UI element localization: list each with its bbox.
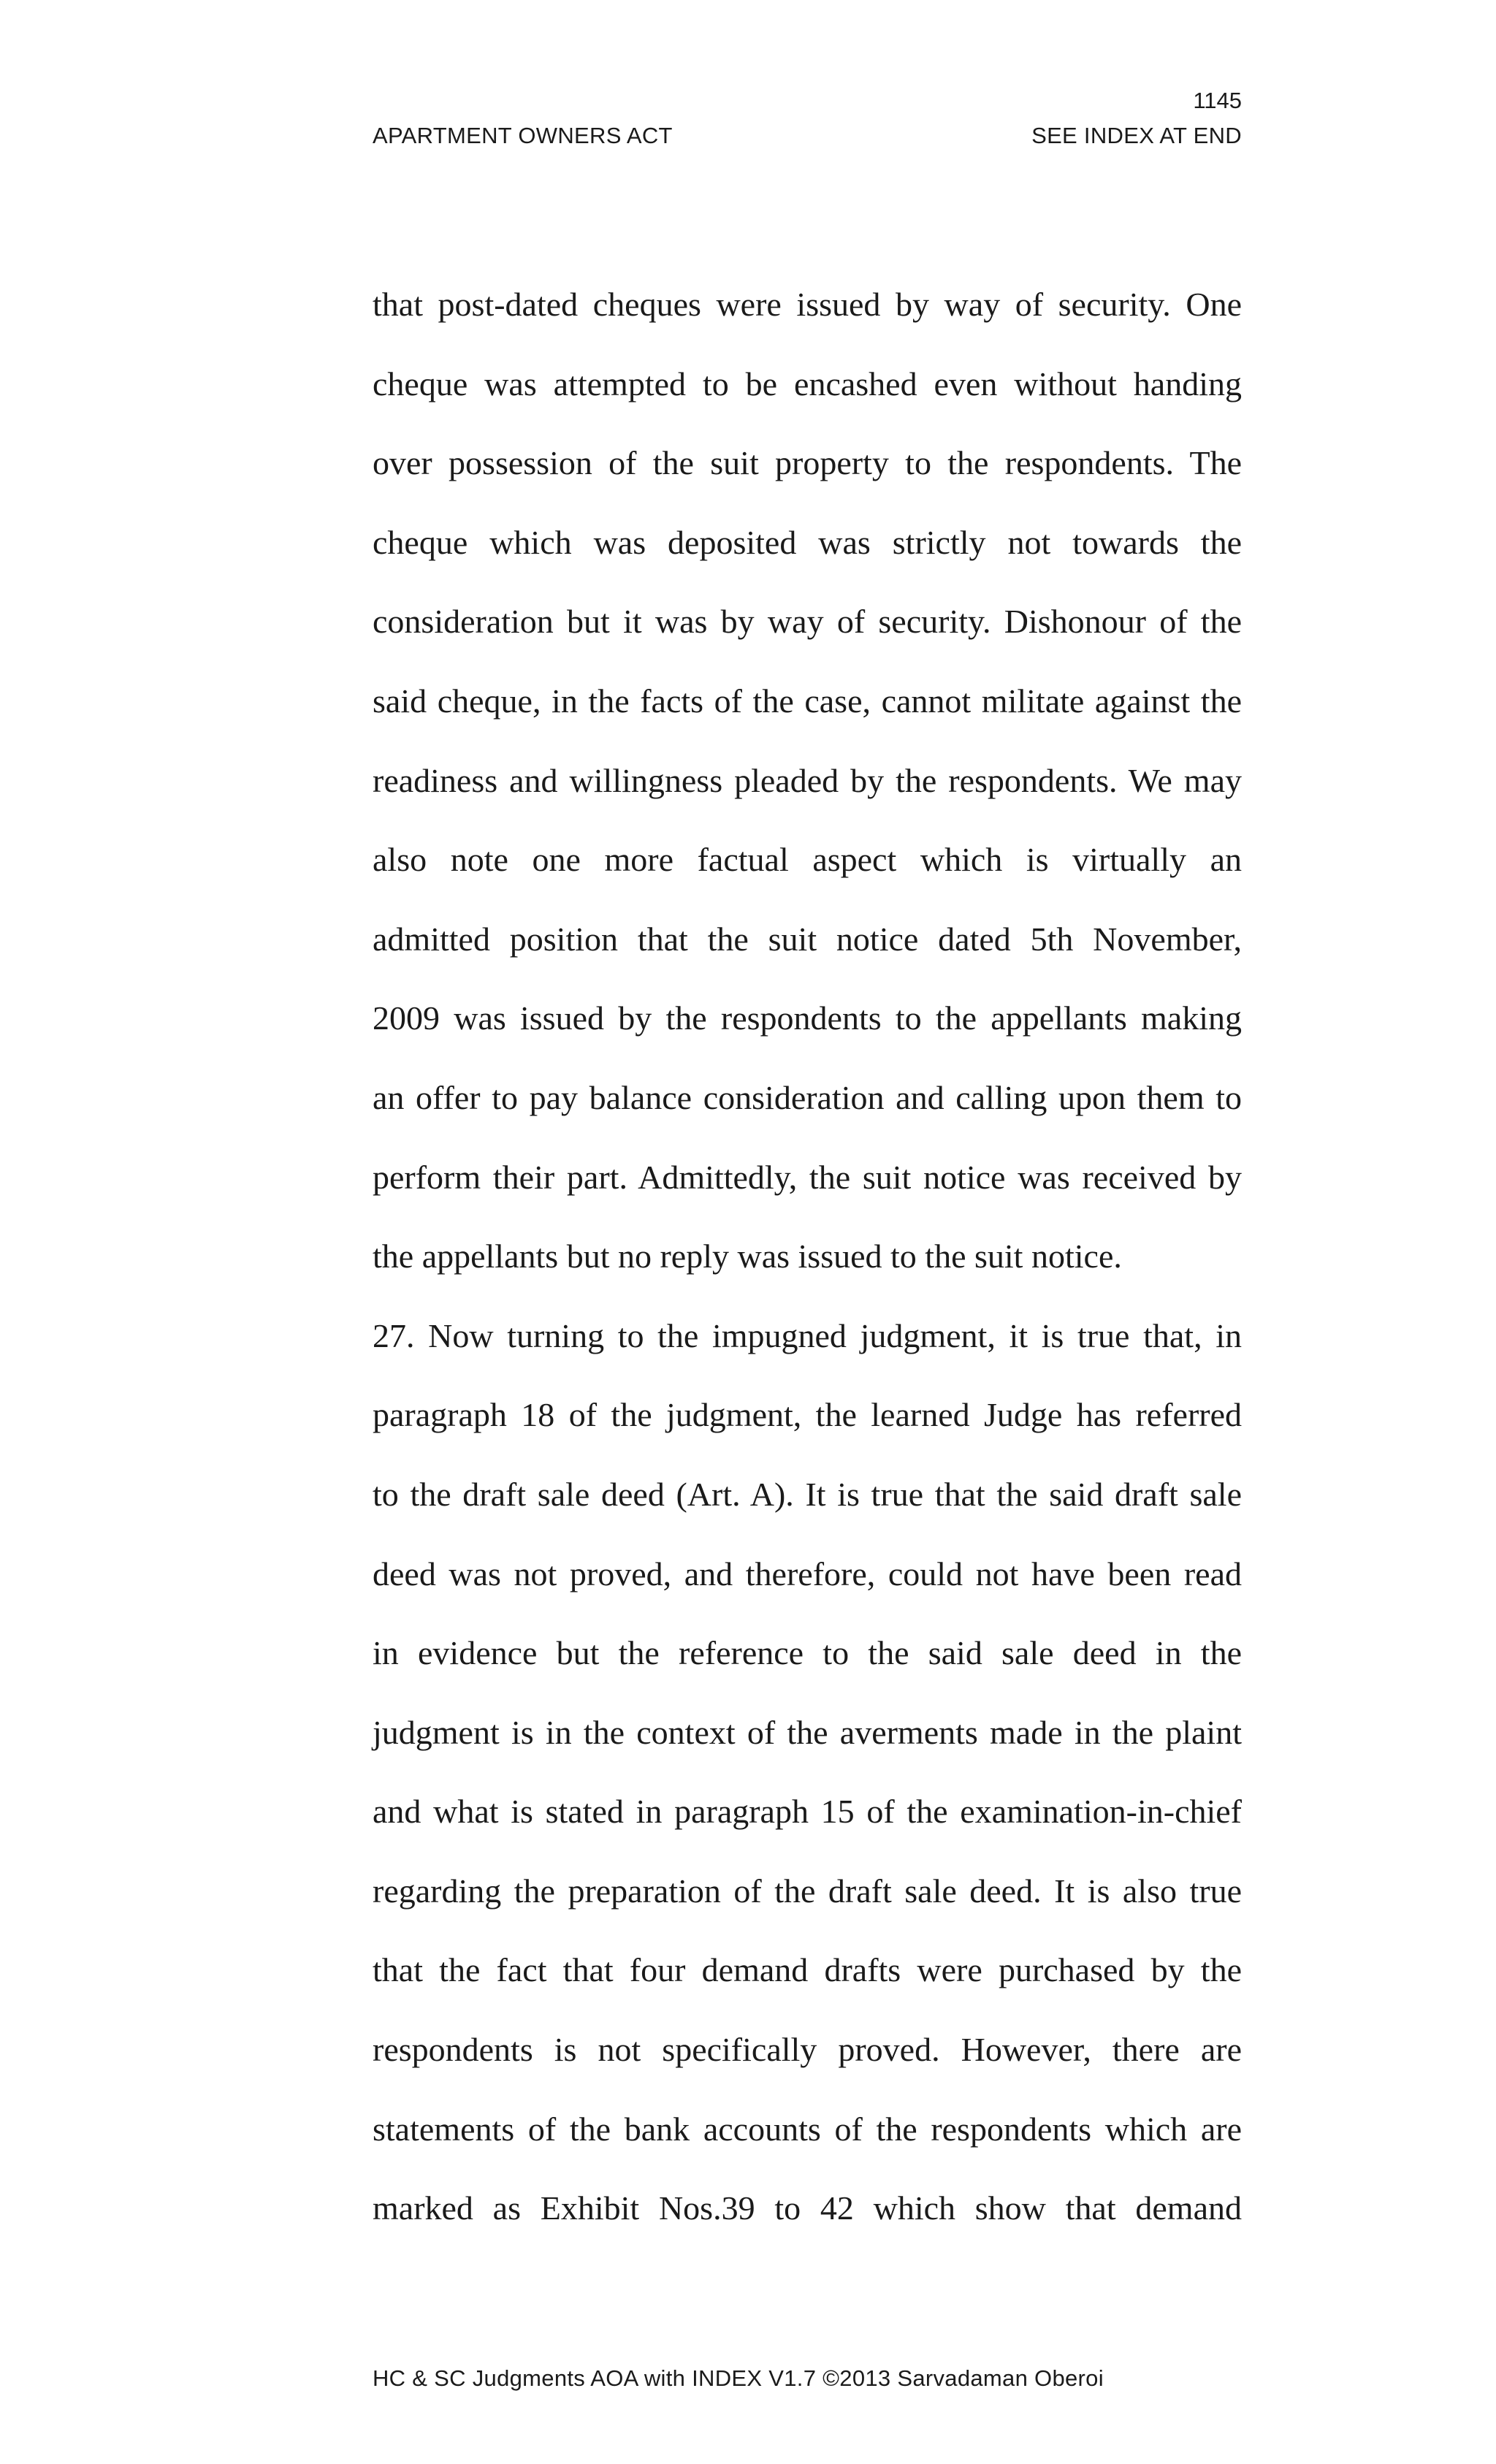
text-line: cheque which was deposited was strictly not towards the (373, 523, 1242, 561)
text-line: cheque was attempted to be encashed even without handing (373, 365, 1242, 403)
text-line: consideration but it was by way of security. Dishonour of the (373, 603, 1242, 641)
text-line: statements of the bank accounts of the respondents which are (373, 2110, 1242, 2148)
text-line: deed was not proved, and therefore, could not have been read (373, 1555, 1242, 1593)
body-text (373, 265, 1242, 2249)
page-number: 1145 (1193, 88, 1242, 113)
text-line: an offer to pay balance consideration and calling upon them to (373, 1078, 1242, 1116)
text-line: and what is stated in paragraph 15 of the examination-in-chief (373, 1793, 1242, 1831)
text-line: 27. Now turning to the impugned judgment, it is true that, in (373, 1316, 1242, 1354)
running-header (373, 121, 1242, 150)
text-line: also note one more factual aspect which is virtually an (373, 841, 1242, 879)
text-line: readiness and willingness pleaded by the respondents. We may (373, 761, 1242, 799)
text-line: judgment is in the context of the averments made in the plaint (373, 1713, 1242, 1751)
text-line: said cheque, in the facts of the case, cannot militate against the (373, 682, 1242, 720)
text-line: regarding the preparation of the draft sale deed. It is also true (373, 1872, 1242, 1910)
text-line: in evidence but the reference to the said sale deed in the (373, 1634, 1242, 1672)
header-right-note: SEE INDEX AT END (1031, 123, 1242, 148)
text-line: that the fact that four demand drafts were purchased by the (373, 1951, 1242, 1989)
text-line: respondents is not specifically proved. However, there are (373, 2031, 1242, 2069)
text-line: the appellants but no reply was issued to the suit notice. (373, 1237, 1122, 1275)
header-left-title: APARTMENT OWNERS ACT (373, 123, 673, 148)
page-footer: HC & SC Judgments AOA with INDEX V1.7 ©2013 Sarvadaman Oberoi (373, 2365, 1104, 2391)
text-line: over possession of the suit property to the respondents. The (373, 444, 1242, 482)
text-line: admitted position that the suit notice dated 5th November, (373, 920, 1242, 958)
text-line: that post-dated cheques were issued by way of security. One (373, 286, 1242, 323)
text-line: 2009 was issued by the respondents to the appellants making (373, 999, 1242, 1037)
text-line: to the draft sale deed (Art. A). It is true that the said draft sale (373, 1475, 1242, 1513)
text-line: perform their part. Admittedly, the suit notice was received by (373, 1158, 1242, 1196)
text-line: paragraph 18 of the judgment, the learned Judge has referred (373, 1396, 1242, 1434)
text-line: marked as Exhibit Nos.39 to 42 which show that demand (373, 2189, 1242, 2227)
